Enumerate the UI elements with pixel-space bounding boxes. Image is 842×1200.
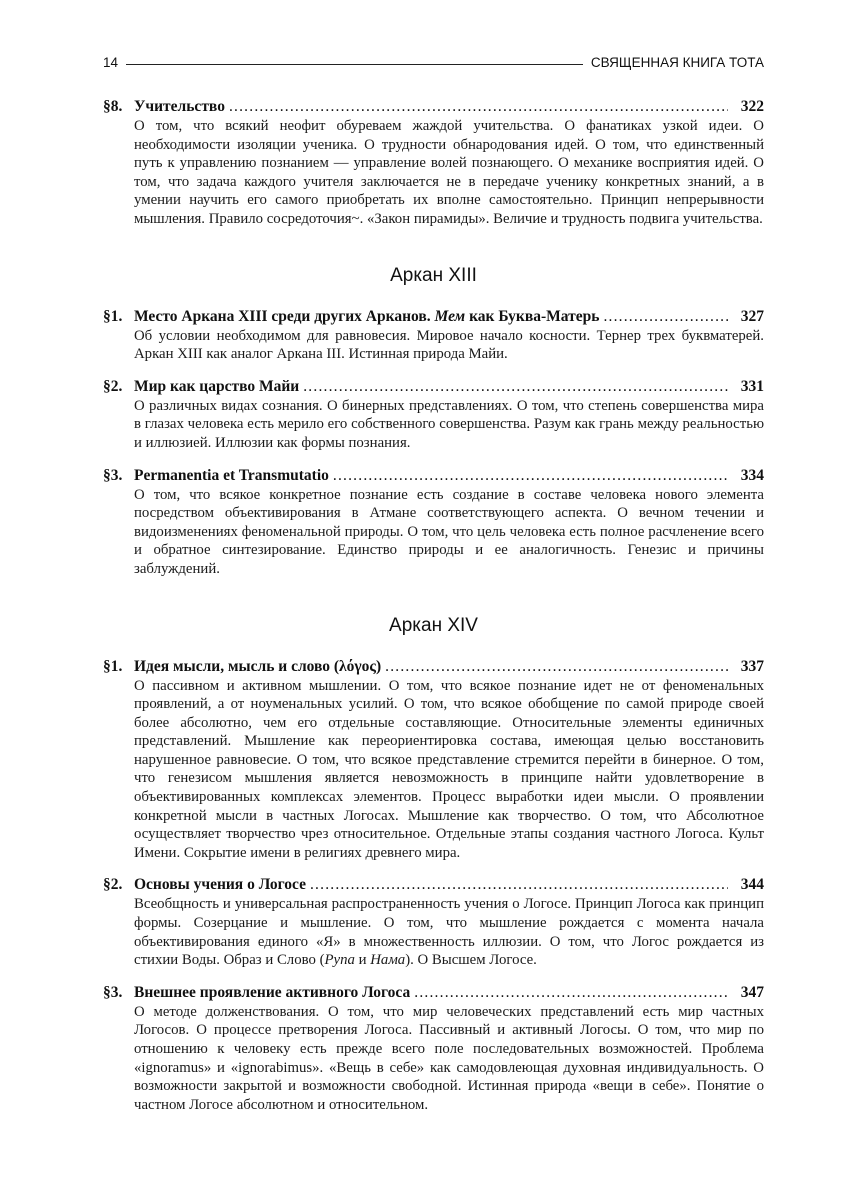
toc-entry-heading bbox=[103, 97, 764, 117]
section-number: §1. bbox=[103, 657, 123, 675]
section-description: О пассивном и активном мышлении. О том, что всякое познание идет не от феноменальных проявлений, а от ноуменальных усилий. О том, что всякое обобщение по самой природе своей более абсолютно, чем его отдельные составляющие. Относительные элементы единичных представлений. Мышление как переориентировка состава, имеющая целью восстановить нарушенное равновесие. О том, что всякое представление стремится перейти в бинерное. О том, что генезисом мышления является невозможность в принципе найти удовлетворение в объективированных комплексах элементов. Процесс выработки идеи мысли. О проявлении конкретной мысли в частных Логосах. Мышление как творчество. О том, что Абсолютное осуществляет творчество чрез относительное. Отдельные этапы создания частного Логоса. Культ Имени. Сокрытие имени в религиях древнего мира. bbox=[134, 677, 764, 861]
section-title: Permanentia et Transmutatio bbox=[134, 466, 329, 484]
toc-entry-heading bbox=[103, 466, 764, 486]
section-description bbox=[134, 895, 764, 969]
page-reference: 331 bbox=[740, 377, 764, 395]
section-title: Мир как царство Майи bbox=[134, 377, 300, 395]
table-of-contents bbox=[103, 97, 764, 1127]
toc-entry-heading bbox=[103, 307, 764, 327]
description-term: Рупа bbox=[324, 952, 355, 969]
dot-leader bbox=[310, 875, 728, 895]
page-reference: 347 bbox=[740, 983, 764, 1001]
section-description: Об условии необходимом для равновесия. Мировое начало косности. Тернер трех буквматерей. Аркан XIII как аналог Аркана III. Истинная природа Майи. bbox=[134, 327, 764, 363]
section-number: §2. bbox=[103, 377, 123, 395]
section-number: §3. bbox=[103, 466, 123, 484]
page-number: 14 bbox=[103, 55, 119, 70]
section-description: О различных видах сознания. О бинерных представлениях. О том, что степень совершенства мира в глазах человека есть мерило его собственного совершенства. Разум как грань между реальностью и иллюзией. Иллюзии как формы познания. bbox=[134, 397, 764, 451]
section-description: О методе долженствования. О том, что мир человеческих представлений есть мир частных Логосов. О процессе претворения Логоса. Пассивный и активный Логосы. О том, что мир по отношению к человеку есть прежде всего поле последовательных возможностей. Проблема «ignoramus» и «ignorabimus». «Вещь в себе» как самодовлеющая духовная индивидуальность. О возможности закрытой и возможности свободной. Истинная природа «вещи в себе». Понятие о частном Логосе абсолютном и относительном. bbox=[134, 1003, 764, 1113]
section-title bbox=[134, 307, 599, 327]
dot-leader bbox=[385, 657, 728, 677]
description-text: и bbox=[354, 952, 371, 969]
section-title: Внешнее проявление активного Логоса bbox=[134, 983, 411, 1001]
toc-entry bbox=[103, 307, 764, 364]
page-reference: 334 bbox=[740, 466, 764, 484]
page-reference: 327 bbox=[740, 307, 764, 325]
section-description: О том, что всякое конкретное познание есть создание в составе человека нового элемента посредством объективирования в Атмане соответствующего аспекта. О вечном течении и видоизменениях феноменальной природы. О том, что цель человека есть полное расчленение всего и обратное синтезирование. Единство природы и ее аналогичность. Генезис и причины заблуждений. bbox=[134, 486, 764, 577]
header-rule bbox=[126, 64, 583, 65]
page-reference: 337 bbox=[740, 657, 764, 675]
arcana-heading: Аркан XIV bbox=[389, 614, 478, 636]
description-text: ). О Высшем Логосе. bbox=[405, 952, 537, 969]
section-number: §2. bbox=[103, 876, 123, 894]
page-reference: 344 bbox=[740, 876, 764, 894]
dot-leader bbox=[603, 307, 728, 327]
section-number: §3. bbox=[103, 983, 123, 1001]
toc-entry-heading bbox=[103, 657, 764, 677]
toc-entry bbox=[103, 466, 764, 579]
section-number: §1. bbox=[103, 307, 123, 325]
section-number: §8. bbox=[103, 98, 123, 115]
toc-entry-heading bbox=[103, 875, 764, 895]
section-title: Учительство bbox=[134, 98, 225, 115]
section-title-tail: как Буква-Матерь bbox=[469, 307, 600, 325]
section-title-emphasis: Мем bbox=[434, 307, 466, 325]
toc-entry-heading bbox=[103, 983, 764, 1003]
toc-entry-heading bbox=[103, 377, 764, 397]
arcana-heading: Аркан XIII bbox=[390, 264, 477, 286]
page-reference: 322 bbox=[740, 98, 764, 115]
toc-entry bbox=[103, 377, 764, 453]
toc-entry bbox=[103, 657, 764, 863]
section-title-main: Место Аркана XIII среди других Арканов. bbox=[134, 307, 431, 325]
section-title: Идея мысли, мысль и слово (λόγος) bbox=[134, 657, 382, 675]
running-header bbox=[103, 50, 764, 70]
description-term: Нама bbox=[370, 952, 406, 969]
section-title: Основы учения о Логосе bbox=[134, 876, 306, 894]
running-title: СВЯЩЕННАЯ КНИГА ТОТА bbox=[590, 55, 764, 70]
toc-entry bbox=[103, 97, 764, 229]
toc-entry bbox=[103, 875, 764, 969]
section-description: О том, что всякий неофит обуреваем жаждой учительства. О фанатиках узкой идеи. О необходимости изоляции ученика. О трудности обнародования идей. О том, что единственный путь к управлению познанием — управление волей познающего. О механике восприятия идей. О том, что задача каждого учителя заключается не в передаче ученику конкретных знаний, а в умении научить его самого приобретать их вполне самостоятельно. Принцип непрерывности мышления. Правило сосредоточия~. «Закон пирамиды». Величие и трудность подвига учительства. bbox=[134, 118, 764, 227]
dot-leader bbox=[414, 983, 728, 1003]
dot-leader bbox=[333, 466, 728, 486]
dot-leader bbox=[229, 97, 728, 117]
toc-entry bbox=[103, 983, 764, 1115]
description-text: Всеобщность и универсальная распространенность учения о Логосе. Принцип Логоса как принцип формы. Созерцание и мышление. О том, что мышление рождается с момента начала объективирования единого «Я» в множественность иллюзии. О том, что Логос рождается из стихии Воды. Образ и Слово ( bbox=[134, 896, 764, 969]
dot-leader bbox=[303, 377, 728, 397]
